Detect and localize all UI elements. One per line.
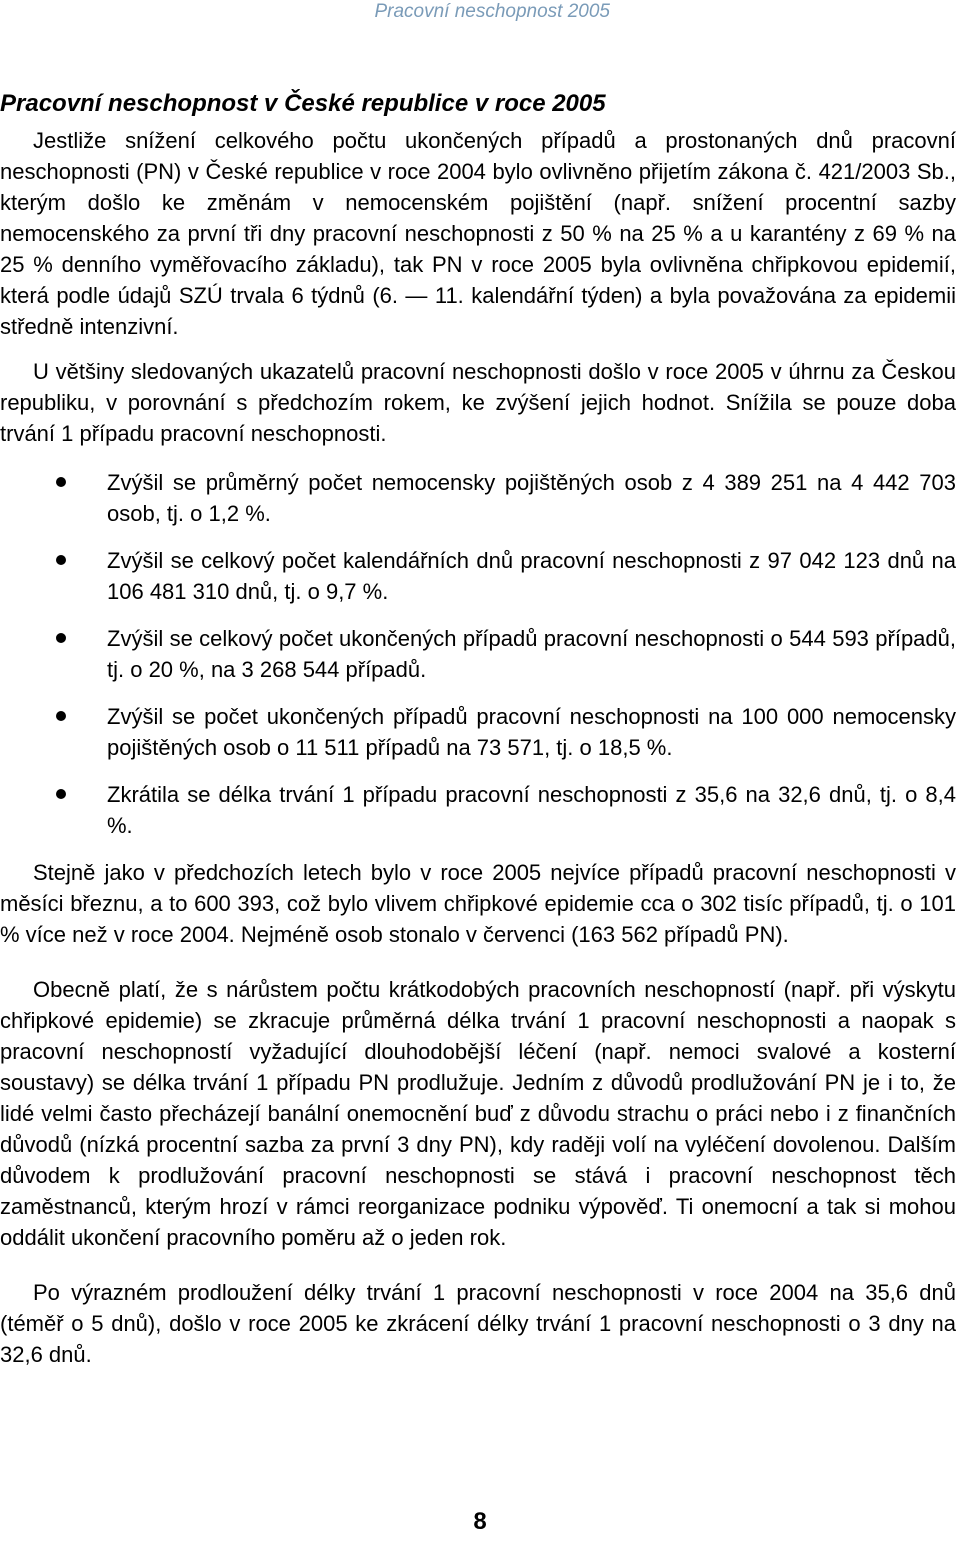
list-item: [0, 467, 956, 529]
list-item-text: Zvýšil se celkový počet kalendářních dnů pracovní neschopnosti z 97 042 123 dnů na 106 481 310 dnů, tj. o 9,7 %.: [107, 548, 956, 604]
paragraph-duration-change: Po výrazném prodloužení délky trvání 1 pracovní neschopnosti v roce 2004 na 35,6 dnů (téměř o 5 dnů), došlo v roce 2005 ke zkrácení délky trvání 1 pracovní neschopnosti o 3 dny na 32,6 dnů.: [0, 1280, 956, 1367]
list-item: [0, 701, 956, 763]
paragraph-general-trend: Obecně platí, že s nárůstem počtu krátkodobých pracovních neschopností (např. při výskytu chřipkové epidemie) se zkracuje průměrná délka trvání 1 pracovní neschopnosti a naopak s pracovní neschopností vyžadující dlouhodobější léčení (např. nemoci svalové a kosterní soustavy) se délka trvání 1 případu PN prodlužuje. Jedním z důvodů prodlužování PN je i to, že lidé velmi často přecházejí banální onemocnění buď z důvodu strachu o práci nebo i z finančních důvodů (nízká procentní sazba za první 3 dny PN), kdy raději volí na vyléčení dovolenou. Dalším důvodem k prodlužování pracovní neschopnosti se stává i pracovní neschopnost těch zaměstnanců, kterým hrozí v rámci reorganizace podniku výpověď. Ti onemocní a tak si mohou oddálit ukončení pracovního poměru až o jeden rok.: [0, 977, 956, 1250]
bullet-dot-icon: [56, 711, 66, 721]
bullet-dot-icon: [56, 633, 66, 643]
bullet-dot-icon: [56, 555, 66, 565]
list-item-text: Zkrátila se délka trvání 1 případu pracovní neschopnosti z 35,6 na 32,6 dnů, tj. o 8,4 %.: [107, 782, 956, 838]
paragraph-march-stats: Stejně jako v předchozích letech bylo v roce 2005 nejvíce případů pracovní neschopnosti v měsíci březnu, a to 600 393, což bylo vlivem chřipkové epidemie cca o 302 tisíc případů, tj. o 101 % více než v roce 2004. Nejméně osob stonalo v červenci (163 562 případů PN).: [0, 860, 956, 947]
running-header: Pracovní neschopnost 2005: [374, 1, 610, 22]
page-number: 8: [473, 1508, 487, 1535]
bullet-list: [0, 467, 956, 841]
list-item-text: Zvýšil se průměrný počet nemocensky pojištěných osob z 4 389 251 na 4 442 703 osob, tj. o 1,2 %.: [107, 470, 956, 526]
document-title: Pracovní neschopnost v České republice v roce 2005: [0, 90, 606, 117]
bullet-dot-icon: [56, 477, 66, 487]
list-item: [0, 779, 956, 841]
list-item: [0, 545, 956, 607]
paragraph-intro-1: Jestliže snížení celkového počtu ukončených případů a prostonaných dnů pracovní neschopnosti (PN) v České republice v roce 2004 bylo ovlivněno přijetím zákona č. 421/2003 Sb., kterým došlo ke změnám v nemocenském pojištění (např. snížení procentní sazby nemocenského za první tři dny pracovní neschopnosti z 50 % na 25 % a u karantény z 69 % na 25 % denního vyměřovacího základu), tak PN v roce 2005 byla ovlivněna chřipkovou epidemií, která podle údajů SZÚ trvala 6 týdnů (6. — 11. kalendářní týden) a byla považována za epidemii středně intenzivní.: [0, 128, 956, 339]
bullet-dot-icon: [56, 789, 66, 799]
paragraph-intro-2: U většiny sledovaných ukazatelů pracovní neschopnosti došlo v roce 2005 v úhrnu za Českou republiku, v porovnání s předchozím rokem, ke zvýšení jejich hodnot. Snížila se pouze doba trvání 1 případu pracovní neschopnosti.: [0, 359, 956, 446]
list-item-text: Zvýšil se celkový počet ukončených případů pracovní neschopnosti o 544 593 případů, tj. o 20 %, na 3 268 544 případů.: [107, 626, 956, 682]
list-item-text: Zvýšil se počet ukončených případů pracovní neschopnosti na 100 000 nemocensky pojištěných osob o 11 511 případů na 73 571, tj. o 18,5 %.: [107, 704, 956, 760]
document-body: [0, 88, 956, 1370]
list-item: [0, 623, 956, 685]
